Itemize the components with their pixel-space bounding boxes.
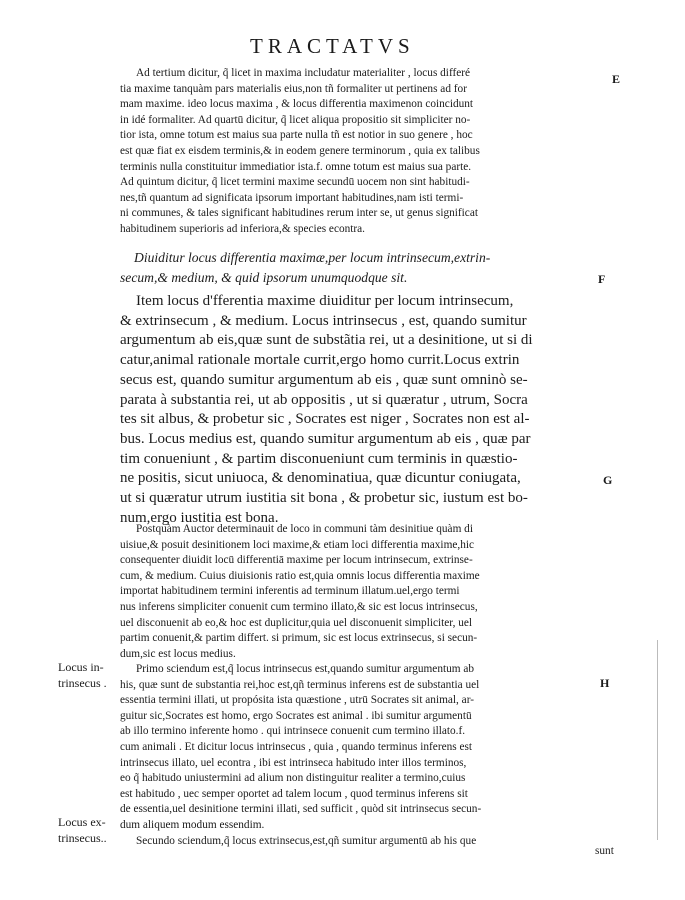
paragraph-4: [120, 662, 600, 834]
note-line: Locus in-: [58, 660, 104, 674]
text-line: ab illo termino inferente homo . qui intrinsece conuenit cum termino illato.f.: [120, 725, 466, 738]
text-line: nus inferens simpliciter conuenit cum termino illato,& sic est locus intrinsecus,: [120, 600, 478, 613]
text-line: habitudinem superioris ad inferiora,& species econtra.: [120, 222, 365, 235]
text-line: terminis nulla constituitur immediatior ista.f. omne totum est maius sua parte.: [120, 160, 472, 173]
heading-line: secum,& medium, & quid ipsorum unumquodque sit.: [120, 270, 408, 285]
text-line: in idé formaliter. Ad quartū dicitur, q̃ licet aliqua propositio sit simpliciter no-: [120, 113, 471, 126]
text-line: Ad tertium dicitur, q̃ licet in maxima includatur materialiter , locus differé: [136, 67, 471, 79]
text-line: importat habitudinem termini inferentis ad terminum illatum.uel,ergo termi: [120, 585, 460, 598]
text-line: Item locus d'fferentia maxime diuiditur per locum intrinsecum,: [136, 293, 514, 309]
text-line: & extrinsecum , & medium. Locus intrinsecus , est, quando sumitur: [120, 312, 527, 329]
text-line: his, quæ sunt de substantia rei,hoc est,qñ terminus inferens est de substantia uel: [120, 678, 480, 691]
paragraph-5: [120, 834, 600, 850]
text-line: ni communes, & tales significant habitudines rerum inter se, ut genus significat: [120, 207, 478, 220]
margin-letter: H: [600, 676, 610, 690]
text-line: ne positis, sicut uniuoca, & denominatiua, quæ dicuntur coniugata,: [120, 470, 521, 487]
page-edge-rule: [657, 640, 658, 840]
text-line: dum,sic est locus medius.: [120, 647, 236, 660]
margin-letter: F: [598, 272, 606, 286]
text-line: cum, & medium. Cuius diuisionis ratio est,quia omnis locus differentia maxime: [120, 569, 480, 582]
text-line: tia maxime tanquàm pars materialis eius,non tñ formaliter ut pertinens ad for: [120, 82, 467, 95]
text-line: est quæ fiat ex eisdem terminis,& in eodem genere terminorum , quia ex talibus: [120, 144, 480, 157]
text-line: uisiue,& posuit desinitionem loci maxime,& etiam loci differentia maxime,hic: [120, 538, 474, 551]
text-line: dum aliquem modum essendim.: [120, 818, 265, 831]
margin-letter: G: [603, 473, 613, 487]
text-line: intrinsecus illato, uel econtra , ibi est intrinseca habitudo inter illos terminos,: [120, 756, 467, 769]
text-line: tes sit albus, & probetur sic , Socrates est niger , Socrates non est al-: [120, 411, 530, 428]
text-line: num,ergo iustitia est bona.: [120, 509, 279, 526]
text-line: argumentum ab eis,quæ sunt de substãtia rei, ut a desinitione, ut si di: [120, 332, 533, 349]
heading-line: Diuiditur locus differentia maximæ,per locum intrinsecum,extrin-: [134, 250, 491, 265]
paragraph-2: [120, 292, 600, 528]
text-line: tim conueniunt , & partim disconueniunt cum terminis in quæstio-: [120, 450, 518, 467]
text-line: Ad quintum dicitur, q̃ licet termini maxime secundū uocem non sint habitudi-: [120, 176, 470, 189]
note-line: trinsecus .: [58, 675, 107, 690]
text-line: mam maxime. ideo locus maxima , & locus differentia maximenon coincidunt: [120, 98, 474, 111]
text-line: partim conuenit,& partim differt. si primum, sic est locus extrinsecus, si secun-: [120, 632, 478, 645]
text-line: cum animali . Et dicitur locus intrinsecus , quia , quando terminus inferens est: [120, 740, 473, 753]
text-line: parata à substantia rei, ut ab oppositis , ut si quæratur , utrum, Socra: [120, 391, 528, 408]
catchword: sunt: [595, 845, 614, 857]
text-line: eo q̃ habitudo uniustermini ad alium non distinguitur realiter a termino,cuius: [120, 772, 466, 785]
text-line: nes,tñ quantum ad significata ipsorum important habitudines,nam isti termi-: [120, 191, 464, 204]
paragraph-3: [120, 522, 600, 662]
running-head: TRACTATVS: [250, 34, 415, 58]
paragraph-1: [120, 66, 600, 238]
margin-letter: E: [612, 72, 621, 86]
text-line: catur,animal rationale mortale currit,ergo homo currit.Locus extrin: [120, 352, 520, 369]
text-line: bus. Locus medius est, quando sumitur argumentum ab eis , quæ par: [120, 430, 531, 447]
note-line: Locus ex-: [58, 815, 106, 829]
text-line: Primo sciendum est,q̃ locus intrinsecus est,quando sumitur argumentum ab: [136, 663, 475, 675]
text-line: Postquàm Auctor determinauit de loco in communi tàm desinitiue quàm di: [136, 523, 473, 535]
text-line: secus est, quando sumitur argumentum ab eis , quæ sunt omninò se-: [120, 371, 528, 388]
text-line: guitur sic,Socrates est homo, ergo Socrates est animal . ibi sumitur argumentū: [120, 709, 472, 722]
note-line: trinsecus..: [58, 830, 107, 845]
section-heading: [120, 248, 600, 288]
text-line: ut si quæratur utrum iustitia sit bona , & probetur sic, iustum est bo-: [120, 490, 528, 507]
marginal-note-extrinsecus: [58, 815, 107, 846]
text-line: consequenter diuidit locū differentiā maxime per locum intrinsecum, extrinse-: [120, 554, 473, 567]
text-line: essentia termini illati, ut propósita ista quæstione , utrū Socrates sit animal, ar-: [120, 694, 474, 707]
marginal-note-intrinsecus: [58, 660, 107, 691]
text-line: Secundo sciendum,q̃ locus extrinsecus,est,qñ sumitur argumentū ab his que: [136, 835, 477, 847]
text-line: est habitudo , uec semper oportet ad talem locum , quod terminus inferens sit: [120, 787, 468, 800]
text-line: tior ista, omne totum est maius sua parte nulla tñ est notior in suo genere , hoc: [120, 129, 473, 142]
text-line: uel disconuenit ab eo,& hoc est duplicitur,quia uel disconuenit simpliciter, uel: [120, 616, 473, 629]
text-line: de essentia,uel desinitione termini illati, sed sufficit , quòd sit intrinsecus secun-: [120, 803, 482, 816]
